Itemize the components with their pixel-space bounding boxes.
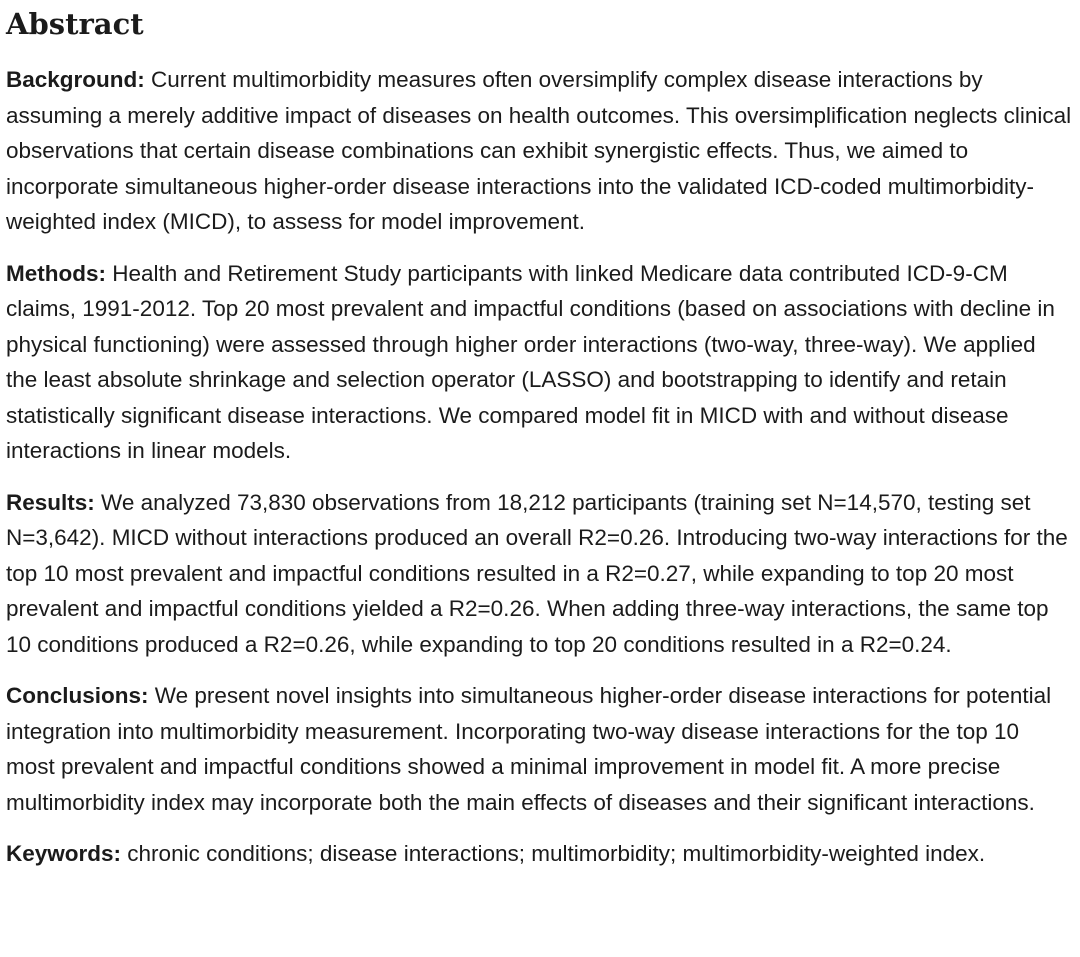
conclusions-text: We present novel insights into simultaneous higher-order disease interactions for potential integration into multimorbidity measurement. Incorporating two-way disease interactions for the top 10 most prevalent and impactful conditions showed a minimal improvement in model fit. A more precise multimorbidity index may incorporate both the main effects of diseases and their significant interactions. [6, 683, 1052, 815]
keywords-label: Keywords: [6, 841, 122, 866]
results-section [6, 485, 1072, 663]
conclusions-section [6, 678, 1072, 820]
background-text: Current multimorbidity measures often oversimplify complex disease interactions by assuming a merely additive impact of diseases on health outcomes. This oversimplification neglects clinical observations that certain disease combinations can exhibit synergistic effects. Thus, we aimed to incorporate simultaneous higher-order disease interactions into the validated ICD-coded multimorbidity-weighted index (MICD), to assess for model improvement. [6, 67, 1072, 234]
background-section [6, 62, 1072, 240]
abstract-title: Abstract [6, 7, 144, 41]
methods-section [6, 256, 1072, 469]
results-label: Results: [6, 489, 95, 515]
keywords-section [6, 836, 1072, 872]
results-text: We analyzed 73,830 observations from 18,212 participants (training set N=14,570, testing set N=3,642). MICD without interactions produced an overall R2=0.26. Introducing two-way interactions for the top 10 most prevalent and impactful conditions resulted in a R2=0.27, while expanding to top 20 most prevalent and impactful conditions yielded a R2=0.26. When adding three-way interactions, the same top 10 conditions produced a R2=0.26, while expanding to top 20 conditions resulted in a R2=0.24. [6, 489, 1068, 657]
background-label: Background: [6, 67, 145, 92]
keywords-text: chronic conditions; disease interactions; multimorbidity; multimorbidity-weighted index. [127, 841, 986, 866]
conclusions-label: Conclusions: [6, 683, 149, 708]
methods-text: Health and Retirement Study participants with linked Medicare data contributed ICD-9-CM claims, 1991-2012. Top 20 most prevalent and impactful conditions (based on associations with decline in physical functioning) were assessed through higher order interactions (two-way, three-way). We applied the least absolute shrinkage and selection operator (LASSO) and bootstrapping to identify and retain statistically significant disease interactions. We compared model fit in MICD with and without disease interactions in linear models. [6, 260, 1055, 463]
methods-label: Methods: [6, 260, 106, 286]
